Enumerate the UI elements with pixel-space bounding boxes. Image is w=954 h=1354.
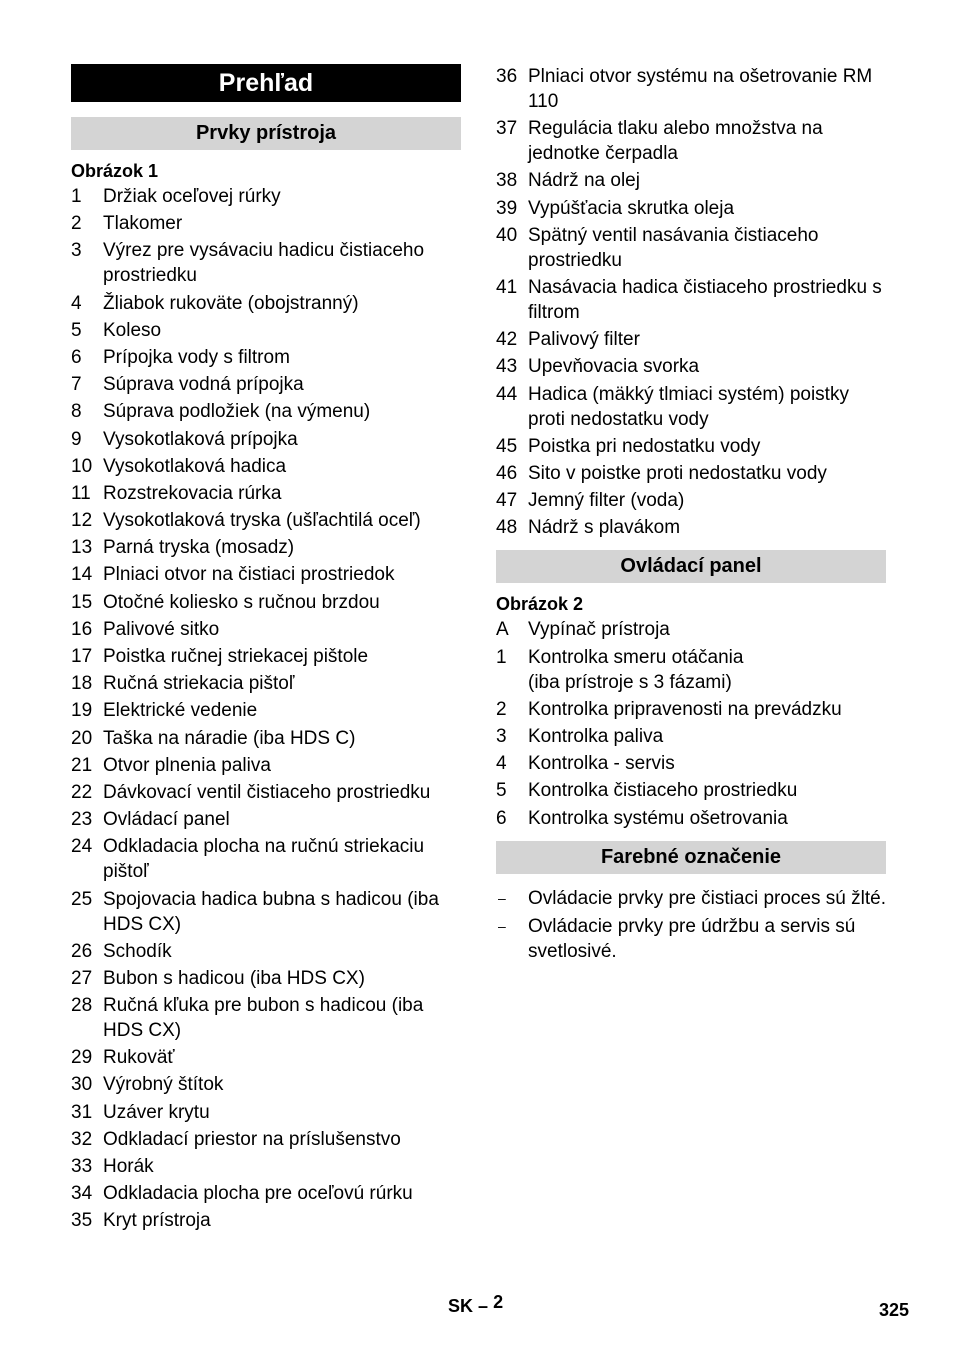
item-text-line: Súprava vodná prípojka: [103, 374, 304, 396]
item-text-line: Plniaci otvor systému na ošetrovanie RM 110: [528, 66, 873, 112]
item-text-line: Hadica (mäkký tlmiaci systém) poistky proti nedostatku vody: [528, 383, 849, 430]
item-text-line: Ručná kľuka pre bubon s hadicou (iba HDS CX): [103, 995, 424, 1042]
figure-label: Obrázok 1: [71, 161, 159, 181]
page-number: 325: [879, 1300, 910, 1320]
left-column: [71, 64, 461, 1236]
item-text: [103, 807, 461, 832]
item-number: 18: [71, 673, 93, 695]
list-item: [496, 778, 886, 803]
list-item: [71, 454, 461, 479]
item-text: [528, 697, 886, 722]
item-text: [103, 726, 461, 751]
section-heading-control-panel: Ovládací panel: [496, 550, 886, 583]
item-number: 1: [71, 186, 82, 207]
item-text: [528, 806, 886, 831]
item-text-line: Vypúšťacia skrutka oleja: [528, 197, 735, 219]
device-element-list-continued: [496, 64, 886, 540]
item-text: [103, 966, 461, 991]
list-item: [496, 515, 886, 540]
item-text: [103, 939, 461, 964]
item-text: [103, 698, 461, 723]
item-number: 7: [71, 374, 82, 396]
item-text-line: Kontrolka čistiaceho prostriedku: [528, 780, 798, 802]
list-item: [71, 753, 461, 778]
list-item: [71, 1072, 461, 1097]
item-text: [103, 372, 461, 397]
item-number: 15: [71, 591, 93, 613]
item-text: [103, 887, 461, 937]
item-text: [103, 1072, 461, 1097]
item-number: 11: [71, 482, 91, 504]
list-item: [71, 1208, 461, 1233]
item-text: [528, 196, 886, 221]
item-text-line: Výrez pre vysávaciu hadicu čistiaceho prostriedku: [103, 240, 425, 287]
item-number: 3: [496, 726, 507, 747]
list-item: [496, 617, 886, 642]
item-number: 22: [71, 781, 93, 803]
list-item: [496, 64, 886, 114]
item-text-line: Spojovacia hadica bubna s hadicou (iba HDS CX): [103, 888, 439, 935]
item-number: 44: [496, 383, 518, 405]
list-item: [496, 461, 886, 486]
item-text: [103, 318, 461, 343]
item-number: 8: [71, 401, 82, 423]
item-text-line: Nádrž s plavákom: [528, 517, 681, 539]
list-item: [496, 645, 886, 695]
item-number: 23: [71, 809, 93, 831]
item-number: 5: [496, 780, 507, 802]
item-text-line: Kontrolka smeru otáčania: [528, 646, 744, 668]
bullet-text: Ovládacie prvky pre čistiaci proces sú žlté.: [528, 887, 886, 909]
bullet-text: Ovládacie prvky pre údržbu a servis sú svetlosivé.: [528, 915, 856, 962]
list-item: [496, 196, 886, 221]
item-text-line: Regulácia tlaku alebo množstva na jednotke čerpadla: [528, 118, 823, 165]
item-number: 38: [496, 170, 518, 192]
item-text: [103, 454, 461, 479]
item-number: 9: [71, 428, 82, 450]
item-text: [103, 780, 461, 805]
item-text: [103, 1045, 461, 1070]
item-text: [528, 354, 886, 379]
item-number: 42: [496, 329, 518, 351]
item-text-line: Kryt prístroja: [103, 1210, 211, 1232]
item-number: 30: [71, 1074, 93, 1096]
item-text: [528, 461, 886, 486]
item-number: 27: [71, 967, 93, 989]
item-number: 36: [496, 66, 518, 87]
item-text-line: Rozstrekovacia rúrka: [103, 482, 282, 504]
list-item: [71, 590, 461, 615]
item-text-line: Dávkovací ventil čistiaceho prostriedku: [103, 781, 431, 803]
device-element-list: [71, 184, 461, 1233]
item-number: 47: [496, 490, 518, 512]
item-number: 34: [71, 1183, 93, 1205]
item-text: [103, 184, 461, 209]
item-text: [103, 1100, 461, 1125]
item-number: 29: [71, 1047, 93, 1069]
list-item: [71, 1127, 461, 1152]
item-text: [528, 434, 886, 459]
item-number: 39: [496, 197, 518, 219]
item-text-line: Vysokotlaková hadica: [103, 455, 287, 477]
item-text-line: Odkladacia plocha pre oceľovú rúrku: [103, 1183, 413, 1205]
item-number: 5: [71, 319, 82, 341]
item-number: 17: [71, 646, 93, 667]
item-number: 10: [71, 455, 93, 477]
item-text: [528, 168, 886, 193]
list-item: [71, 1100, 461, 1125]
item-text-line: Otočné koliesko s ručnou brzdou: [103, 591, 380, 613]
item-text-line: Elektrické vedenie: [103, 700, 258, 722]
item-text: [103, 238, 461, 288]
list-item: [71, 211, 461, 236]
item-text: [528, 64, 886, 114]
list-item: [71, 372, 461, 397]
list-item: [71, 481, 461, 506]
item-text: [103, 345, 461, 370]
list-item: [71, 698, 461, 723]
item-number: 4: [71, 292, 82, 314]
item-number: 2: [71, 213, 82, 235]
item-number: 3: [71, 240, 82, 262]
section-heading-device-elements: Prvky prístroja: [71, 117, 461, 150]
item-text-line: Nádrž na olej: [528, 170, 640, 192]
item-number: 24: [71, 836, 93, 858]
item-text: [528, 116, 886, 166]
item-text: [103, 481, 461, 506]
item-text: [103, 291, 461, 316]
item-number: 19: [71, 700, 93, 722]
item-text: [103, 993, 461, 1043]
item-text: [103, 1208, 461, 1233]
item-text-line: Ručná striekacia pištoľ: [103, 673, 295, 695]
item-number: 41: [496, 276, 518, 298]
item-text-line: Upevňovacia svorka: [528, 356, 700, 378]
item-number: 45: [496, 435, 518, 457]
item-text: [103, 399, 461, 424]
page-title: Prehľad: [71, 64, 461, 102]
figure-label: Obrázok 2: [496, 594, 584, 615]
item-text-line: Palivový filter: [528, 329, 640, 351]
item-number: 2: [496, 698, 507, 720]
item-text: [528, 724, 886, 749]
item-text-line: Kontrolka - servis: [528, 753, 675, 775]
item-text-line: Jemný filter (voda): [528, 490, 685, 512]
item-text: [528, 382, 886, 432]
list-item: [71, 644, 461, 669]
list-item: [496, 327, 886, 352]
item-number: 32: [71, 1128, 93, 1150]
list-item: [71, 562, 461, 587]
item-text-line: Taška na náradie (iba HDS C): [103, 727, 356, 749]
list-item: [71, 834, 461, 884]
item-text-line: Výrobný štítok: [103, 1074, 224, 1096]
item-text: [528, 223, 886, 273]
item-text-line: Plniaci otvor na čistiaci prostriedok: [103, 564, 395, 586]
list-item: [71, 291, 461, 316]
list-item: [71, 780, 461, 805]
footer-separator: –: [478, 1296, 489, 1316]
item-text-line: Vysokotlaková prípojka: [103, 428, 298, 450]
item-text: [528, 327, 886, 352]
item-text-line: Rukoväť: [103, 1047, 175, 1069]
list-item: [71, 1045, 461, 1070]
item-number: 25: [71, 888, 93, 910]
item-text-line: Kontrolka pripravenosti na prevádzku: [528, 698, 842, 720]
bullet-item: [496, 886, 886, 911]
item-number: 4: [496, 753, 507, 775]
item-number: 26: [71, 940, 93, 962]
item-number: 43: [496, 356, 518, 378]
list-item: [71, 399, 461, 424]
list-item: [496, 724, 886, 749]
item-number: 33: [71, 1156, 93, 1177]
list-item: [71, 993, 461, 1043]
item-text-line: Držiak oceľovej rúrky: [103, 186, 281, 207]
item-number: 14: [71, 564, 93, 586]
list-item: [71, 535, 461, 560]
dash-bullet: –: [498, 889, 506, 906]
right-column: [496, 64, 886, 967]
list-item: [496, 806, 886, 831]
item-number: 13: [71, 537, 93, 559]
item-text-line: Poistka pri nedostatku vody: [528, 435, 761, 457]
item-text-line: Vysokotlaková tryska (ušľachtilá oceľ): [103, 510, 421, 532]
item-text: [103, 508, 461, 533]
list-item: [71, 508, 461, 533]
list-item: [71, 726, 461, 751]
list-item: [496, 354, 886, 379]
item-text: [103, 1127, 461, 1152]
item-number: 12: [71, 510, 93, 532]
section-heading-color-coding: Farebné označenie: [496, 841, 886, 874]
list-item: [71, 345, 461, 370]
item-text-line: Otvor plnenia paliva: [103, 754, 271, 776]
footer-section-page: 2: [493, 1292, 504, 1312]
item-text-line: Uzáver krytu: [103, 1101, 210, 1123]
item-text: [528, 617, 886, 642]
item-text: [103, 427, 461, 452]
item-number: 31: [71, 1101, 93, 1123]
list-item: [496, 434, 886, 459]
item-text-line: Vypínač prístroja: [528, 619, 670, 641]
item-text: [103, 617, 461, 642]
dash-bullet: –: [498, 917, 506, 934]
control-panel-list: [496, 617, 886, 830]
list-item: [496, 488, 886, 513]
bullet-item: [496, 914, 886, 964]
list-item: [496, 168, 886, 193]
item-text-line: Horák: [103, 1156, 154, 1177]
item-number: 37: [496, 118, 518, 140]
item-text: [528, 645, 886, 695]
item-text: [103, 644, 461, 669]
item-text: [103, 211, 461, 236]
item-text: [103, 671, 461, 696]
list-item: [71, 427, 461, 452]
item-number: 28: [71, 995, 93, 1017]
item-text: [103, 535, 461, 560]
list-item: [71, 939, 461, 964]
item-number: 6: [496, 807, 507, 829]
list-item: [71, 966, 461, 991]
item-text-line: Odkladacia plocha na ručnú striekaciu pištoľ: [103, 836, 425, 883]
item-text-line: Bubon s hadicou (iba HDS CX): [103, 967, 365, 989]
item-number: 16: [71, 618, 93, 640]
item-number: 48: [496, 517, 518, 539]
list-item: [71, 887, 461, 937]
list-item: [71, 184, 461, 209]
item-number: 40: [496, 224, 518, 246]
item-number: 21: [71, 754, 93, 776]
list-item: [71, 1154, 461, 1179]
item-text-line: Poistka ručnej striekacej pištole: [103, 646, 369, 667]
item-text-line: Ovládací panel: [103, 809, 230, 831]
item-text: [103, 590, 461, 615]
item-text: [528, 275, 886, 325]
item-text: [528, 751, 886, 776]
list-item: [496, 223, 886, 273]
list-item: [71, 671, 461, 696]
item-text: [103, 834, 461, 884]
item-number: 35: [71, 1210, 93, 1232]
list-item: [71, 1181, 461, 1206]
footer-section-marker: [448, 1292, 504, 1317]
item-number: 6: [71, 346, 82, 368]
item-text: [528, 778, 886, 803]
item-text-line: Súprava podložiek (na výmenu): [103, 401, 371, 423]
item-text: [103, 753, 461, 778]
item-text-line: Odkladací priestor na príslušenstvo: [103, 1128, 401, 1150]
footer-language: SK: [448, 1296, 474, 1316]
color-coding-list: [496, 886, 886, 964]
list-item: [496, 382, 886, 432]
item-text-line: Schodík: [103, 940, 172, 962]
item-text-line: Spätný ventil nasávania čistiaceho prostriedku: [528, 224, 819, 271]
item-text-line: Prípojka vody s filtrom: [103, 346, 290, 368]
item-number: 1: [496, 646, 507, 668]
list-item: [71, 238, 461, 288]
list-item: [496, 697, 886, 722]
list-item: [496, 751, 886, 776]
list-item: [496, 275, 886, 325]
item-text: [528, 515, 886, 540]
item-text-note: (iba prístroje s 3 fázami): [528, 671, 732, 693]
item-text: [528, 488, 886, 513]
item-text-line: Parná tryska (mosadz): [103, 537, 295, 559]
item-text-line: Žliabok rukoväte (obojstranný): [103, 292, 359, 314]
item-text: [103, 1154, 461, 1179]
item-text-line: Sito v poistke proti nedostatku vody: [528, 462, 827, 484]
item-text-line: Nasávacia hadica čistiaceho prostriedku s filtrom: [528, 276, 882, 323]
item-text-line: Kontrolka systému ošetrovania: [528, 807, 788, 829]
item-text-line: Palivové sitko: [103, 618, 220, 640]
item-text: [103, 562, 461, 587]
item-number: 46: [496, 462, 518, 484]
list-item: [496, 116, 886, 166]
item-number: A: [496, 619, 509, 641]
list-item: [71, 617, 461, 642]
item-number: 20: [71, 727, 93, 749]
item-text-line: Koleso: [103, 319, 162, 341]
item-text-line: Kontrolka paliva: [528, 726, 664, 747]
item-text: [103, 1181, 461, 1206]
list-item: [71, 807, 461, 832]
item-text-line: Tlakomer: [103, 213, 183, 235]
list-item: [71, 318, 461, 343]
